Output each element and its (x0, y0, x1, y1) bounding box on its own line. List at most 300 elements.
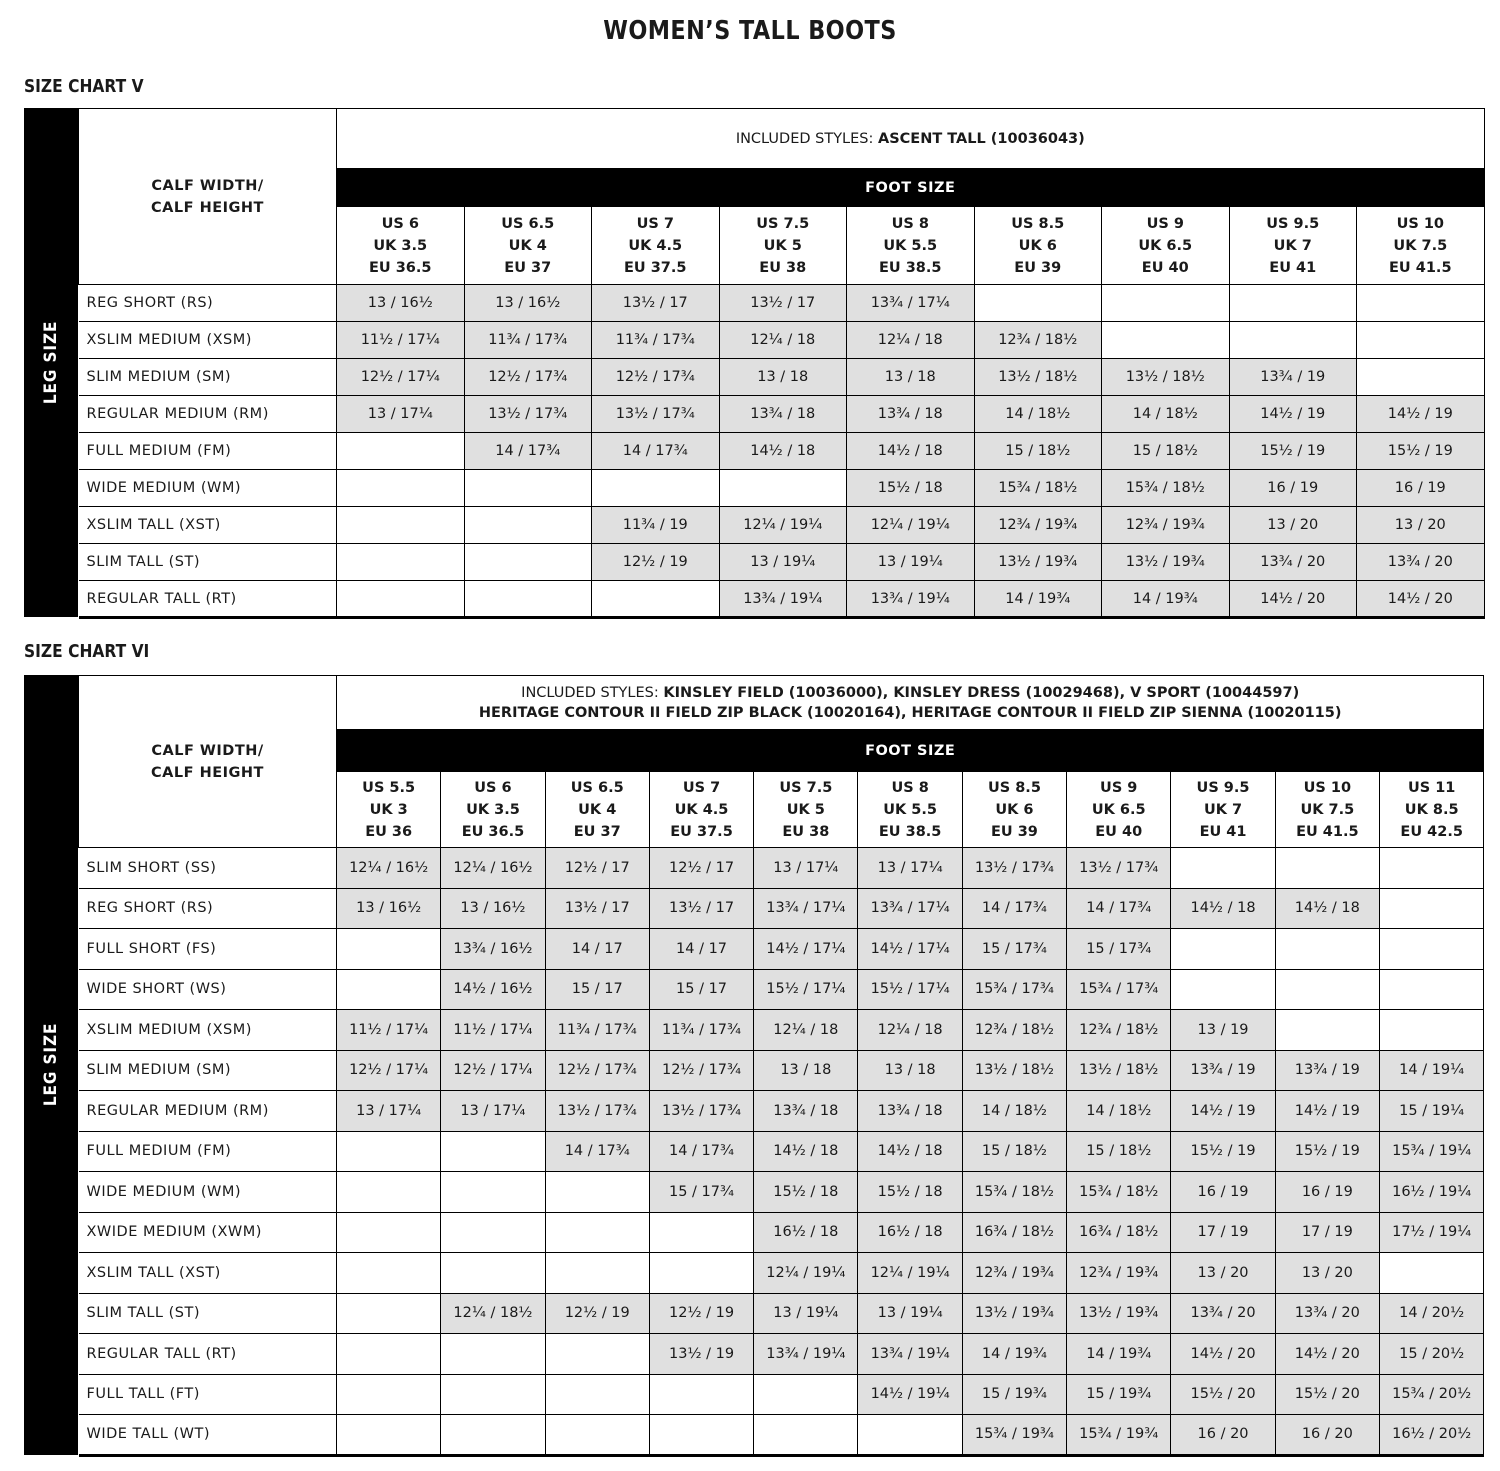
measurement-cell: 13¾ / 18 (754, 1091, 858, 1132)
size-chart-vi (24, 675, 1483, 1455)
size-line: EU 36.5 (368, 259, 432, 276)
measurement-cell: 13¾ / 20 (1275, 1293, 1379, 1334)
size-line: EU 38.5 (878, 823, 942, 840)
measurement-cell: 12¾ / 19¾ (974, 507, 1102, 544)
measurement-cell: 15 / 17 (545, 969, 649, 1010)
measurement-cell: 13 / 19¼ (847, 544, 975, 581)
measurement-cell: 13¾ / 18 (858, 1091, 962, 1132)
size-line: EU 38 (782, 823, 830, 840)
measurement-cell (337, 544, 465, 581)
measurement-cell: 15 / 17¾ (962, 929, 1066, 970)
measurement-cell: 14 / 17¾ (962, 888, 1066, 929)
measurement-cell: 14½ / 20 (1229, 581, 1357, 618)
size-line: US 7 (682, 779, 721, 796)
measurement-cell: 13¾ / 17¼ (858, 888, 962, 929)
table-row (79, 1172, 1484, 1213)
measurement-cell: 13 / 17¼ (441, 1091, 545, 1132)
size-line: US 9 (1146, 215, 1184, 232)
size-table (78, 675, 1484, 1457)
measurement-cell (1275, 848, 1379, 889)
measurement-cell: 16¾ / 18½ (962, 1212, 1066, 1253)
measurement-cell: 13 / 19¼ (719, 544, 847, 581)
measurement-cell: 14 / 17¾ (1067, 888, 1171, 929)
calf-header-line: CALF WIDTH/ (151, 177, 264, 194)
size-line: US 8.5 (1011, 215, 1065, 232)
measurement-cell: 16½ / 20½ (1379, 1415, 1483, 1456)
included-styles-prefix: INCLUDED STYLES: (735, 130, 878, 147)
table-row (79, 322, 1485, 359)
included-styles-line (337, 703, 1483, 723)
leg-size-label-cell: REG SHORT (RS) (79, 285, 337, 322)
leg-size-label-cell: SLIM SHORT (SS) (79, 848, 337, 889)
table-row (79, 969, 1484, 1010)
measurement-cell (464, 544, 592, 581)
table-row (79, 581, 1485, 618)
measurement-cell (337, 1172, 441, 1213)
measurement-cell (464, 470, 592, 507)
measurement-cell: 13½ / 19 (649, 1334, 753, 1375)
size-line: UK 7 (1203, 801, 1243, 818)
included-styles-names: KINSLEY FIELD (10036000), KINSLEY DRESS (10029468), V SPORT (10044597) (663, 684, 1300, 701)
measurement-cell: 15 / 19¼ (1379, 1091, 1483, 1132)
measurement-cell: 16 / 19 (1275, 1172, 1379, 1213)
measurement-cell: 13¾ / 19¼ (754, 1334, 858, 1375)
measurement-cell: 14½ / 17¼ (754, 929, 858, 970)
measurement-cell (441, 1253, 545, 1294)
measurement-cell (545, 1172, 649, 1213)
measurement-cell: 14 / 19¾ (1102, 581, 1230, 618)
measurement-cell (337, 1293, 441, 1334)
measurement-cell: 13 / 17¼ (754, 848, 858, 889)
measurement-cell: 13 / 18 (719, 359, 847, 396)
measurement-cell: 12¼ / 19¼ (719, 507, 847, 544)
size-line: EU 38.5 (878, 259, 942, 276)
table-row (79, 544, 1485, 581)
measurement-cell: 11¾ / 17¾ (592, 322, 720, 359)
measurement-cell: 14½ / 17¼ (858, 929, 962, 970)
measurement-cell: 15 / 19¾ (962, 1374, 1066, 1415)
leg-size-label: LEG SIZE (41, 1022, 61, 1107)
measurement-cell: 15 / 20½ (1379, 1334, 1483, 1375)
leg-size-label-cell: FULL TALL (FT) (79, 1374, 337, 1415)
measurement-cell: 15 / 18½ (962, 1131, 1066, 1172)
measurement-cell: 16 / 19 (1229, 470, 1357, 507)
calf-header (79, 676, 337, 848)
measurement-cell: 12¾ / 19¾ (1102, 507, 1230, 544)
measurement-cell (1229, 322, 1357, 359)
measurement-cell: 12½ / 19 (545, 1293, 649, 1334)
measurement-cell (337, 1334, 441, 1375)
measurement-cell: 15½ / 19 (1275, 1131, 1379, 1172)
size-line: US 7.5 (756, 215, 810, 232)
size-line: EU 41.5 (1296, 823, 1359, 840)
measurement-cell (649, 1212, 753, 1253)
size-line: EU 37 (573, 823, 621, 840)
measurement-cell (649, 1374, 753, 1415)
measurement-cell: 15½ / 17¼ (754, 969, 858, 1010)
measurement-cell: 16½ / 18 (858, 1212, 962, 1253)
measurement-cell (337, 507, 465, 544)
measurement-cell (1102, 322, 1230, 359)
measurement-cell: 12¼ / 19¼ (754, 1253, 858, 1294)
leg-size-bar (24, 108, 78, 617)
measurement-cell: 13¾ / 20 (1171, 1293, 1275, 1334)
size-line: UK 7.5 (1300, 801, 1355, 818)
measurement-cell: 16¾ / 18½ (1067, 1212, 1171, 1253)
measurement-cell: 12¼ / 18 (719, 322, 847, 359)
measurement-cell: 11¾ / 17¾ (649, 1010, 753, 1051)
measurement-cell: 15¾ / 17¾ (962, 969, 1066, 1010)
size-chart-v (24, 108, 1484, 617)
measurement-cell: 12½ / 17¼ (441, 1050, 545, 1091)
leg-size-label-cell: WIDE MEDIUM (WM) (79, 470, 337, 507)
measurement-cell: 13½ / 17¾ (649, 1091, 753, 1132)
measurement-cell: 13 / 18 (754, 1050, 858, 1091)
measurement-cell: 15¾ / 20½ (1379, 1374, 1483, 1415)
size-line: UK 5.5 (883, 801, 937, 818)
size-column-header (1171, 772, 1275, 848)
measurement-cell: 15¾ / 18½ (1102, 470, 1230, 507)
measurement-cell: 13 / 16½ (337, 285, 465, 322)
measurement-cell: 13½ / 18½ (974, 359, 1102, 396)
measurement-cell: 15½ / 19 (1229, 433, 1357, 470)
measurement-cell (441, 1415, 545, 1456)
measurement-cell: 13¾ / 17¼ (847, 285, 975, 322)
size-line: US 6 (381, 215, 419, 232)
measurement-cell: 15½ / 19 (1357, 433, 1485, 470)
foot-size-header: FOOT SIZE (337, 169, 1485, 207)
size-line: US 8.5 (987, 779, 1041, 796)
measurement-cell: 11½ / 17¼ (337, 1010, 441, 1051)
leg-size-label-cell: XSLIM MEDIUM (XSM) (79, 1010, 337, 1051)
measurement-cell: 13¾ / 20 (1357, 544, 1485, 581)
measurement-cell: 14 / 18½ (962, 1091, 1066, 1132)
size-line: UK 4.5 (628, 237, 683, 254)
size-line: US 8 (891, 215, 929, 232)
measurement-cell: 12½ / 17 (545, 848, 649, 889)
measurement-cell (545, 1374, 649, 1415)
size-line: UK 7.5 (1393, 237, 1448, 254)
measurement-cell: 13 / 18 (847, 359, 975, 396)
measurement-cell: 14½ / 19 (1275, 1091, 1379, 1132)
size-column-header (592, 207, 720, 285)
table-row (79, 1131, 1484, 1172)
measurement-cell (1275, 1010, 1379, 1051)
measurement-cell: 13½ / 17 (592, 285, 720, 322)
measurement-cell (1171, 848, 1275, 889)
measurement-cell: 13 / 20 (1357, 507, 1485, 544)
measurement-cell (337, 433, 465, 470)
measurement-cell: 14½ / 18 (1171, 888, 1275, 929)
measurement-cell (649, 1415, 753, 1456)
measurement-cell: 14½ / 20 (1171, 1334, 1275, 1375)
leg-size-label-cell: REGULAR MEDIUM (RM) (79, 396, 337, 433)
measurement-cell: 11¾ / 17¾ (545, 1010, 649, 1051)
table-row (79, 1010, 1484, 1051)
measurement-cell: 13½ / 19¾ (962, 1293, 1066, 1334)
size-column-header (1275, 772, 1379, 848)
measurement-cell (592, 581, 720, 618)
measurement-cell: 14 / 17 (545, 929, 649, 970)
size-line: US 6.5 (501, 215, 555, 232)
measurement-cell: 15 / 17¾ (649, 1172, 753, 1213)
measurement-cell (1357, 285, 1485, 322)
measurement-cell (441, 1172, 545, 1213)
measurement-cell: 13 / 17¼ (858, 848, 962, 889)
measurement-cell: 12½ / 17¾ (592, 359, 720, 396)
measurement-cell (337, 581, 465, 618)
measurement-cell: 13 / 20 (1275, 1253, 1379, 1294)
size-column-header (1067, 772, 1171, 848)
measurement-cell: 14 / 17¾ (464, 433, 592, 470)
measurement-cell: 12½ / 17¼ (337, 1050, 441, 1091)
measurement-cell: 15½ / 18 (858, 1172, 962, 1213)
leg-size-label-cell: XWIDE MEDIUM (XWM) (79, 1212, 337, 1253)
measurement-cell: 13 / 19¼ (858, 1293, 962, 1334)
measurement-cell: 14 / 19¾ (1067, 1334, 1171, 1375)
size-line: UK 3.5 (373, 237, 428, 254)
size-line: US 6.5 (570, 779, 624, 796)
measurement-cell: 15¾ / 19¼ (1379, 1131, 1483, 1172)
measurement-cell: 16½ / 19¼ (1379, 1172, 1483, 1213)
measurement-cell: 13½ / 17¾ (545, 1091, 649, 1132)
measurement-cell: 12¾ / 18½ (974, 322, 1102, 359)
size-line: EU 39 (1014, 259, 1062, 276)
measurement-cell: 13 / 16½ (441, 888, 545, 929)
chart-label: SIZE CHART V (24, 76, 144, 97)
measurement-cell: 13½ / 18½ (1102, 359, 1230, 396)
included-styles-prefix: INCLUDED STYLES: (521, 684, 664, 701)
table-row (79, 1050, 1484, 1091)
measurement-cell (754, 1415, 858, 1456)
measurement-cell: 13¾ / 18 (847, 396, 975, 433)
measurement-cell: 15½ / 20 (1275, 1374, 1379, 1415)
table-row (79, 1293, 1484, 1334)
measurement-cell: 15½ / 19 (1171, 1131, 1275, 1172)
leg-size-label-cell: WIDE SHORT (WS) (79, 969, 337, 1010)
measurement-cell: 12¼ / 16½ (441, 848, 545, 889)
size-line: UK 6.5 (1138, 237, 1193, 254)
measurement-cell (1102, 285, 1230, 322)
leg-size-label-cell: REGULAR TALL (RT) (79, 1334, 337, 1375)
size-line: US 10 (1303, 779, 1352, 796)
measurement-cell: 13 / 16½ (337, 888, 441, 929)
measurement-cell (1171, 969, 1275, 1010)
size-column-header (337, 207, 465, 285)
measurement-cell: 15 / 18½ (1102, 433, 1230, 470)
size-line: UK 5 (763, 237, 802, 254)
size-column-header (962, 772, 1066, 848)
measurement-cell: 11¾ / 19 (592, 507, 720, 544)
size-column-header (719, 207, 847, 285)
measurement-cell: 14 / 20½ (1379, 1293, 1483, 1334)
table-row (79, 359, 1485, 396)
table-row (79, 396, 1485, 433)
measurement-cell: 12¼ / 19¼ (858, 1253, 962, 1294)
size-line: EU 41 (1269, 259, 1317, 276)
measurement-cell: 12¼ / 16½ (337, 848, 441, 889)
leg-size-label-cell: FULL SHORT (FS) (79, 929, 337, 970)
size-line: US 9.5 (1196, 779, 1250, 796)
size-line: EU 39 (990, 823, 1038, 840)
measurement-cell: 14½ / 19¼ (858, 1374, 962, 1415)
size-column-header (545, 772, 649, 848)
measurement-cell: 14 / 18½ (1067, 1091, 1171, 1132)
measurement-cell: 12½ / 17¾ (545, 1050, 649, 1091)
measurement-cell (1275, 929, 1379, 970)
size-line: US 6 (474, 779, 512, 796)
measurement-cell (1379, 1010, 1483, 1051)
table-row (79, 470, 1485, 507)
size-column-header (649, 772, 753, 848)
size-line: US 9 (1100, 779, 1138, 796)
leg-size-label: LEG SIZE (41, 320, 61, 405)
measurement-cell: 13½ / 17¾ (592, 396, 720, 433)
size-line: US 9.5 (1266, 215, 1320, 232)
measurement-cell: 13½ / 17 (719, 285, 847, 322)
chart-label: SIZE CHART VI (24, 641, 150, 662)
size-line: EU 41.5 (1389, 259, 1452, 276)
measurement-cell (337, 1212, 441, 1253)
size-line: EU 40 (1141, 259, 1189, 276)
measurement-cell (545, 1212, 649, 1253)
measurement-cell (464, 507, 592, 544)
foot-size-header: FOOT SIZE (337, 730, 1484, 772)
measurement-cell: 14½ / 18 (847, 433, 975, 470)
leg-size-label-cell: SLIM MEDIUM (SM) (79, 1050, 337, 1091)
measurement-cell: 13 / 17¼ (337, 1091, 441, 1132)
measurement-cell (441, 1374, 545, 1415)
measurement-cell: 13½ / 17¾ (1067, 848, 1171, 889)
measurement-cell: 16½ / 18 (754, 1212, 858, 1253)
size-column-header (974, 207, 1102, 285)
table-row (79, 1212, 1484, 1253)
measurement-cell: 15¾ / 18½ (962, 1172, 1066, 1213)
size-column-header (464, 207, 592, 285)
size-column-header (1102, 207, 1230, 285)
size-line: UK 6 (995, 801, 1034, 818)
measurement-cell: 13¾ / 17¼ (754, 888, 858, 929)
included-styles-names: ASCENT TALL (10036043) (878, 130, 1085, 147)
size-line: UK 4 (508, 237, 547, 254)
measurement-cell: 12¾ / 18½ (962, 1010, 1066, 1051)
leg-size-label-cell: FULL MEDIUM (FM) (79, 1131, 337, 1172)
size-line: UK 6 (1018, 237, 1057, 254)
measurement-cell: 15½ / 18 (754, 1172, 858, 1213)
leg-size-label-cell: XSLIM MEDIUM (XSM) (79, 322, 337, 359)
measurement-cell: 13 / 19¼ (754, 1293, 858, 1334)
included-styles (337, 676, 1484, 730)
size-line: UK 7 (1273, 237, 1312, 254)
size-line: US 11 (1407, 779, 1456, 796)
leg-size-label-cell: SLIM MEDIUM (SM) (79, 359, 337, 396)
table-row (79, 1253, 1484, 1294)
size-line: EU 36 (365, 823, 413, 840)
size-line: UK 4 (578, 801, 617, 818)
leg-size-label-cell: WIDE MEDIUM (WM) (79, 1172, 337, 1213)
measurement-cell (464, 581, 592, 618)
size-line: US 10 (1396, 215, 1445, 232)
measurement-cell: 14 / 17¾ (649, 1131, 753, 1172)
calf-header (79, 109, 337, 285)
measurement-cell: 15 / 18½ (1067, 1131, 1171, 1172)
measurement-cell: 13 / 20 (1171, 1253, 1275, 1294)
included-styles-line (337, 683, 1483, 703)
measurement-cell: 13½ / 18½ (962, 1050, 1066, 1091)
size-line: EU 37.5 (623, 259, 687, 276)
measurement-cell: 12½ / 19 (592, 544, 720, 581)
table-row (79, 1374, 1484, 1415)
measurement-cell: 12¼ / 18½ (441, 1293, 545, 1334)
measurement-cell (1379, 1253, 1483, 1294)
leg-size-label-cell: WIDE TALL (WT) (79, 1415, 337, 1456)
table-row (79, 848, 1484, 889)
measurement-cell: 15 / 17¾ (1067, 929, 1171, 970)
measurement-cell (441, 1131, 545, 1172)
leg-size-bar (24, 675, 78, 1455)
measurement-cell: 12¾ / 19¾ (1067, 1253, 1171, 1294)
measurement-cell: 13½ / 17 (545, 888, 649, 929)
measurement-cell: 15 / 18½ (974, 433, 1102, 470)
measurement-cell: 13¾ / 19 (1275, 1050, 1379, 1091)
size-line: UK 6.5 (1091, 801, 1146, 818)
leg-size-label-cell: REG SHORT (RS) (79, 888, 337, 929)
measurement-cell: 13 / 19 (1171, 1010, 1275, 1051)
measurement-cell: 17 / 19 (1171, 1212, 1275, 1253)
measurement-cell (1357, 322, 1485, 359)
measurement-cell: 13¾ / 19 (1229, 359, 1357, 396)
measurement-cell (1379, 929, 1483, 970)
measurement-cell: 13½ / 17 (649, 888, 753, 929)
measurement-cell: 16 / 20 (1171, 1415, 1275, 1456)
size-line: UK 8.5 (1404, 801, 1459, 818)
measurement-cell: 15¾ / 17¾ (1067, 969, 1171, 1010)
table-row (79, 929, 1484, 970)
page-title: WOMEN’S TALL BOOTS (603, 16, 897, 46)
measurement-cell: 16 / 19 (1171, 1172, 1275, 1213)
measurement-cell: 13¾ / 18 (719, 396, 847, 433)
size-line: US 7 (636, 215, 674, 232)
size-line: UK 3 (369, 801, 408, 818)
size-column-header (1379, 772, 1483, 848)
measurement-cell: 12¼ / 19¼ (847, 507, 975, 544)
measurement-cell: 12¼ / 18 (847, 322, 975, 359)
size-line: EU 38 (759, 259, 807, 276)
measurement-cell: 14 / 19¼ (1379, 1050, 1483, 1091)
measurement-cell: 16 / 19 (1357, 470, 1485, 507)
measurement-cell (337, 969, 441, 1010)
size-line: EU 41 (1199, 823, 1247, 840)
size-line: EU 37.5 (670, 823, 733, 840)
measurement-cell: 15 / 19¾ (1067, 1374, 1171, 1415)
measurement-cell: 14½ / 20 (1275, 1334, 1379, 1375)
measurement-cell: 13 / 17¼ (337, 396, 465, 433)
table-row (79, 1334, 1484, 1375)
measurement-cell: 14½ / 18 (754, 1131, 858, 1172)
measurement-cell: 14 / 17¾ (592, 433, 720, 470)
table-row (79, 507, 1485, 544)
measurement-cell: 12½ / 17¾ (649, 1050, 753, 1091)
measurement-cell: 13½ / 18½ (1067, 1050, 1171, 1091)
size-line: US 8 (891, 779, 929, 796)
measurement-cell (719, 470, 847, 507)
leg-size-label-cell: FULL MEDIUM (FM) (79, 433, 337, 470)
measurement-cell (1171, 929, 1275, 970)
measurement-cell: 14½ / 19 (1357, 396, 1485, 433)
measurement-cell: 13¾ / 19¼ (719, 581, 847, 618)
size-line: US 7.5 (779, 779, 833, 796)
size-line: UK 5 (786, 801, 825, 818)
